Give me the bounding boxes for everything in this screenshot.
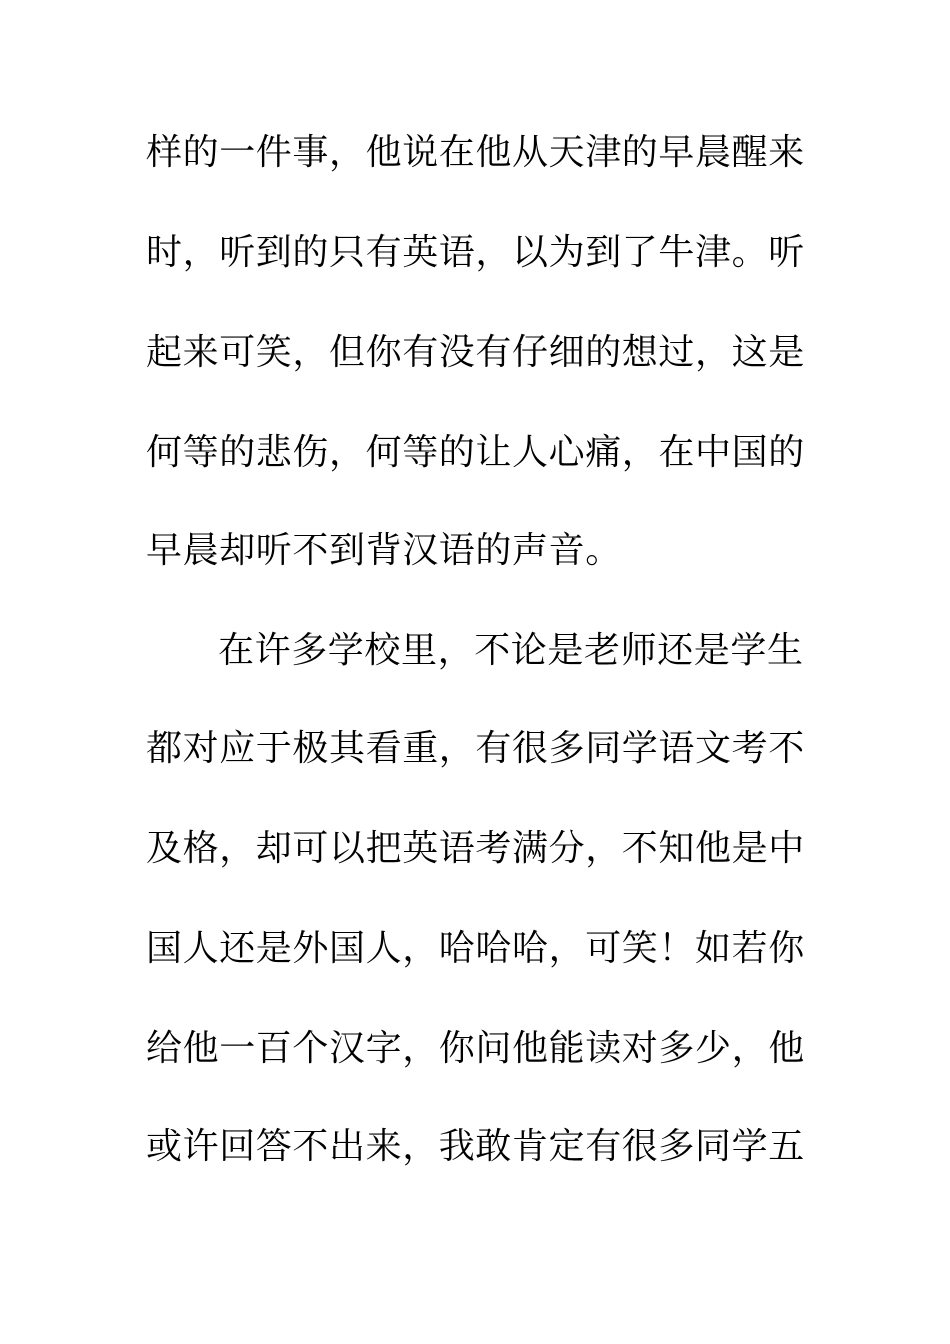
text-line-11: 或许回答不出来，我敢肯定有很多同学五 bbox=[146, 1126, 805, 1167]
text-line-3: 起来可笑，但你有没有仔细的想过，这是 bbox=[146, 332, 805, 373]
text-line-8: 及格，却可以把英语考满分，不知他是中 bbox=[146, 828, 805, 869]
text-line-7: 都对应于极其看重，有很多同学语文考不 bbox=[146, 728, 805, 769]
text-line-2: 时，听到的只有英语，以为到了牛津。听 bbox=[146, 232, 805, 273]
text-line-1: 样的一件事，他说在他从天津的早晨醒来 bbox=[146, 132, 805, 173]
text-line-9: 国人还是外国人，哈哈哈，可笑！如若你 bbox=[146, 928, 805, 969]
text-line-5: 早晨却听不到背汉语的声音。 bbox=[146, 530, 622, 571]
text-line-10: 给他一百个汉字，你问他能读对多少，他 bbox=[146, 1028, 805, 1069]
paragraph-2-first-line: 在许多学校里，不论是老师还是学生 bbox=[218, 630, 804, 671]
text-line-4: 何等的悲伤，何等的让人心痛，在中国的 bbox=[146, 432, 805, 473]
